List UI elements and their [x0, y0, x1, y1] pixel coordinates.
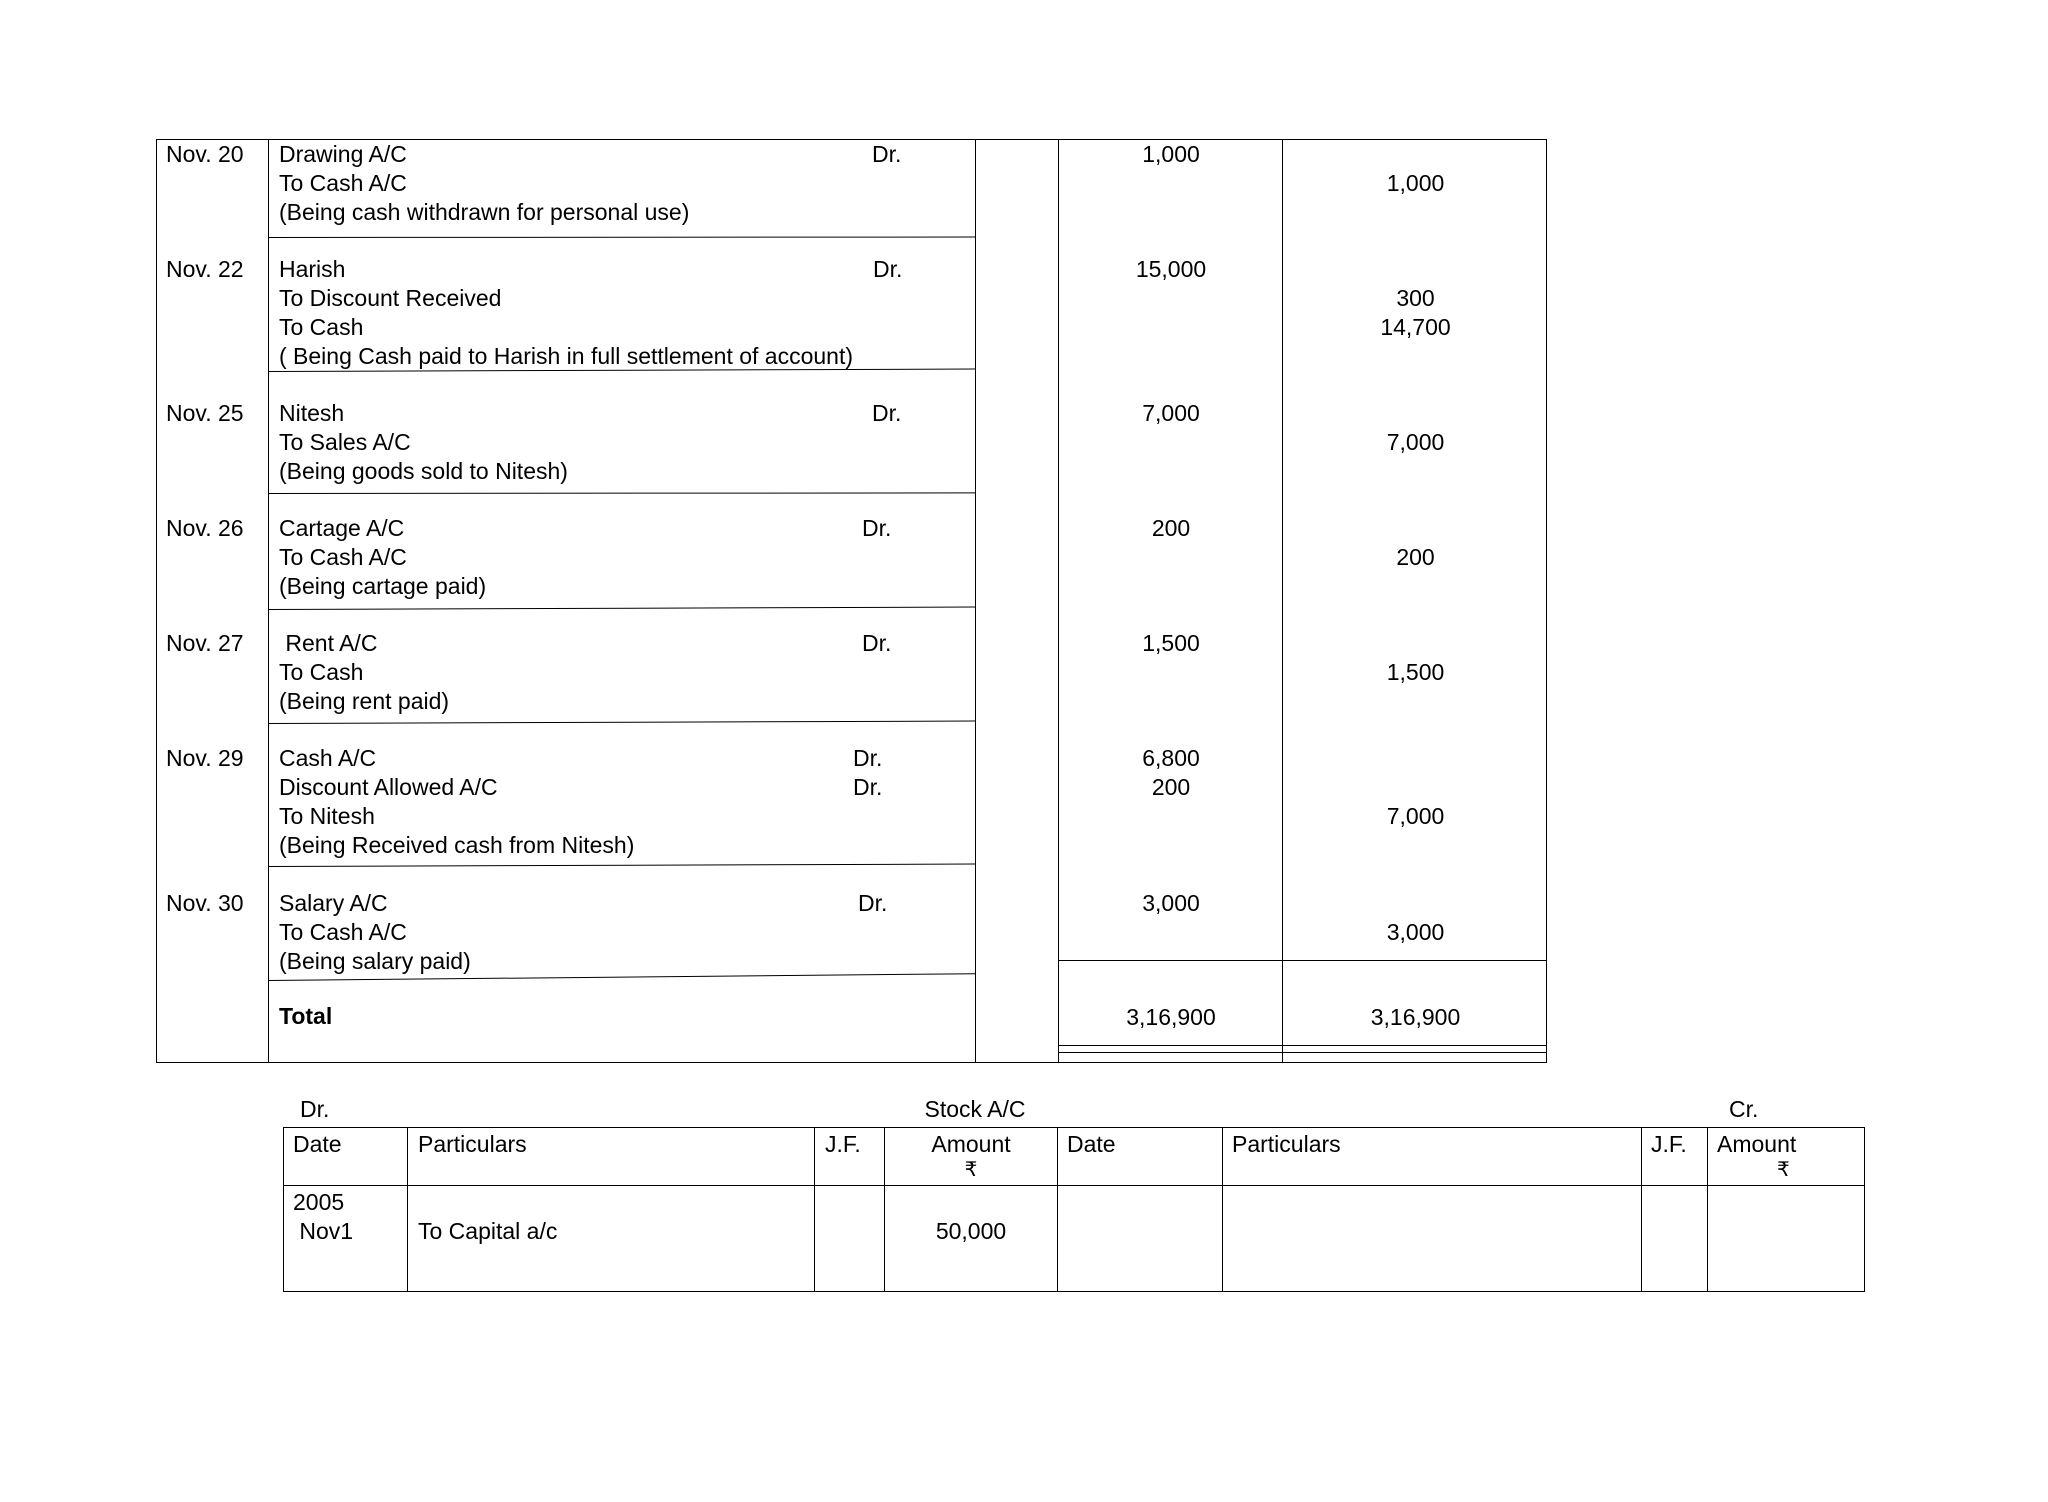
ledger-row-year: 2005	[293, 1189, 345, 1215]
ledger-col-divider	[1707, 1127, 1708, 1292]
entry-debit-account: Nitesh	[279, 400, 345, 426]
header-particulars: Particulars	[418, 1131, 527, 1157]
entry-credit-account: To Sales A/C	[279, 429, 411, 455]
entry-debit-account: Cartage A/C	[279, 515, 405, 541]
total-debit: 3,16,900	[1126, 1004, 1216, 1030]
entry-debit-account: Rent A/C	[279, 630, 378, 656]
ledger-col-divider	[1641, 1127, 1642, 1292]
entry-credit-account: To Cash A/C	[279, 919, 407, 945]
header-amount: Amount	[1717, 1131, 1797, 1157]
ledger-col-divider	[1222, 1127, 1223, 1292]
col-divider-date	[268, 139, 269, 1063]
dr-mark: Dr.	[862, 630, 892, 656]
dr-mark: Dr.	[858, 890, 888, 916]
entry-debit-account: Salary A/C	[279, 890, 388, 916]
credit-amount: 300	[1396, 285, 1435, 311]
entry-credit-account: To Cash	[279, 659, 364, 685]
entry-credit-account: To Nitesh	[279, 803, 375, 829]
credit-amount: 1,000	[1386, 170, 1445, 196]
entry-narration: (Being goods sold to Nitesh)	[279, 458, 568, 484]
ledger-col-divider	[407, 1127, 408, 1292]
entry-date: Nov. 27	[166, 630, 244, 656]
header-amount: Amount	[931, 1131, 1011, 1157]
debit-amount: 3,000	[1142, 890, 1200, 916]
entry-debit-account: Discount Allowed A/C	[279, 774, 498, 800]
entry-narration: (Being rent paid)	[279, 688, 450, 714]
entry-date: Nov. 30	[166, 890, 244, 916]
entry-date: Nov. 26	[166, 515, 244, 541]
header-date: Date	[293, 1131, 342, 1157]
debit-amount: 1,000	[1142, 141, 1200, 167]
debit-amount: 200	[1151, 515, 1191, 541]
col-divider-particulars	[975, 139, 976, 1063]
credit-amount: 1,500	[1386, 659, 1445, 685]
credit-amount: 14,700	[1380, 314, 1451, 340]
header-date: Date	[1067, 1131, 1116, 1157]
debit-amount: 200	[1151, 774, 1191, 800]
ledger-col-divider	[1057, 1127, 1058, 1292]
total-double-rule	[1058, 1045, 1547, 1046]
entry-debit-account: Harish	[279, 256, 346, 282]
debit-amount: 7,000	[1142, 400, 1200, 426]
entry-narration: (Being salary paid)	[279, 948, 471, 974]
entry-date: Nov. 29	[166, 745, 244, 771]
ledger-row-amount: 50,000	[935, 1218, 1007, 1244]
total-double-rule	[1058, 1052, 1547, 1053]
header-jf: J.F.	[825, 1131, 861, 1157]
header-particulars: Particulars	[1232, 1131, 1341, 1157]
entry-narration: (Being Received cash from Nitesh)	[279, 832, 635, 858]
entry-credit-account: To Cash A/C	[279, 170, 407, 196]
ledger-col-divider	[814, 1127, 815, 1292]
entry-narration: (Being cartage paid)	[279, 573, 487, 599]
entry-date: Nov. 20	[166, 141, 244, 167]
rupee-icon: ₹	[964, 1159, 978, 1181]
entry-narration: (Being cash withdrawn for personal use)	[279, 199, 690, 225]
credit-amount: 7,000	[1386, 803, 1445, 829]
entry-credit-account: To Cash A/C	[279, 544, 407, 570]
header-jf: J.F.	[1651, 1131, 1687, 1157]
ledger-row-date: Nov1	[293, 1218, 354, 1244]
credit-amount: 200	[1396, 544, 1435, 570]
ledger-cr-label: Cr.	[1729, 1096, 1759, 1122]
dr-mark: Dr.	[853, 774, 883, 800]
credit-amount: 7,000	[1386, 429, 1445, 455]
entry-date: Nov. 22	[166, 256, 244, 282]
debit-amount: 15,000	[1135, 256, 1207, 282]
dr-mark: Dr.	[862, 515, 892, 541]
ledger-dr-label: Dr.	[300, 1096, 330, 1122]
total-credit: 3,16,900	[1370, 1004, 1461, 1030]
entry-date: Nov. 25	[166, 400, 244, 426]
entry-narration: ( Being Cash paid to Harish in full settlement of account)	[279, 343, 854, 369]
ledger-title: Stock A/C	[924, 1096, 1026, 1122]
dr-mark: Dr.	[853, 745, 883, 771]
credit-amount: 3,000	[1386, 919, 1445, 945]
entry-credit-account: To Cash	[279, 314, 364, 340]
entry-debit-account: Drawing A/C	[279, 141, 407, 167]
rupee-icon: ₹	[1777, 1159, 1790, 1181]
dr-mark: Dr.	[872, 400, 902, 426]
ledger-header-rule	[283, 1185, 1865, 1186]
total-label: Total	[279, 1003, 333, 1029]
debit-amount: 1,500	[1142, 630, 1200, 656]
entry-credit-account: To Discount Received	[279, 285, 502, 311]
dr-mark: Dr.	[873, 256, 903, 282]
entry-debit-account: Cash A/C	[279, 745, 377, 771]
debit-amount: 6,800	[1142, 745, 1200, 771]
total-top-rule	[1058, 960, 1547, 961]
ledger-row-particulars: To Capital a/c	[418, 1218, 558, 1244]
dr-mark: Dr.	[872, 141, 902, 167]
